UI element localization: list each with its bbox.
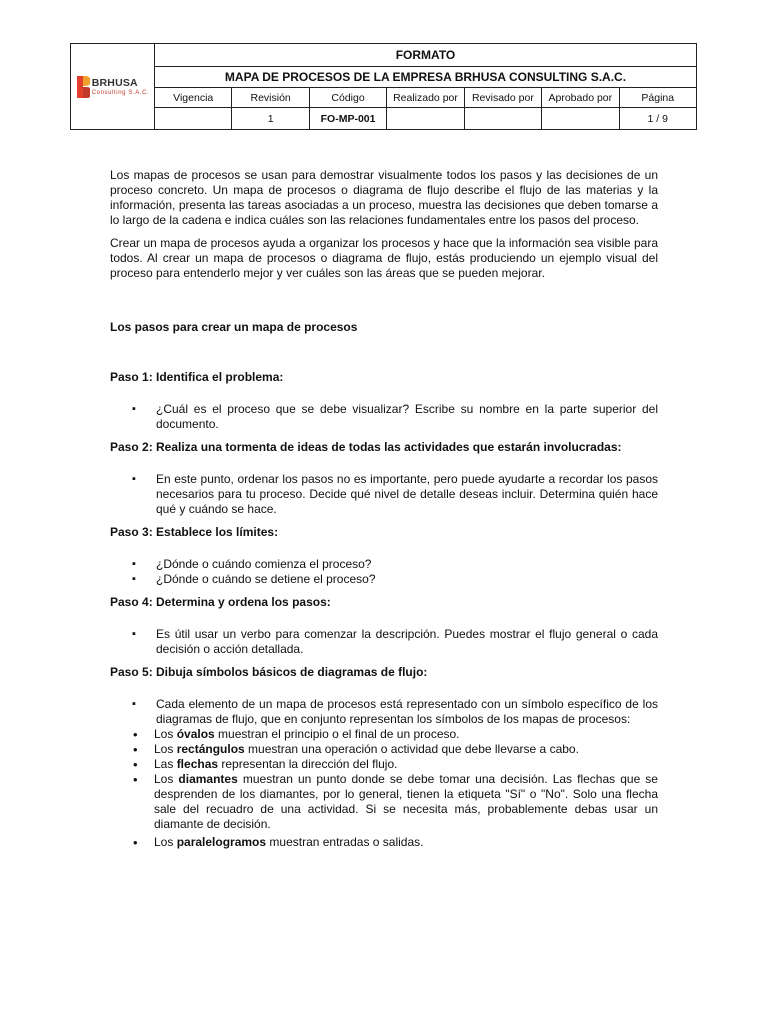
col-realizado: Realizado por	[387, 88, 464, 108]
symbol-term: óvalos	[176, 727, 215, 741]
step-2-title: Paso 2: Realiza una tormenta de ideas de todas las actividades que estarán involucradas:	[110, 440, 622, 454]
list-item: ▪ ¿Dónde o cuándo se detiene el proceso?	[110, 572, 658, 587]
val-codigo: FO-MP-001	[309, 108, 386, 130]
list-item: ▪ ¿Dónde o cuándo comienza el proceso?	[110, 557, 658, 572]
val-revision: 1	[232, 108, 309, 130]
symbol-item-rectangulos: • Los rectángulos muestran una operación o actividad que debe llevarse a cabo.	[132, 742, 658, 757]
list-item: ▪ Es útil usar un verbo para comenzar la descripción. Puedes mostrar el flujo general o cada decisión o acción detallada.	[110, 627, 658, 657]
symbol-term: rectángulos	[176, 742, 245, 756]
step-4-title: Paso 4: Determina y ordena los pasos:	[110, 595, 331, 609]
col-revisado: Revisado por	[464, 88, 541, 108]
step-1-title: Paso 1: Identifica el problema:	[110, 370, 284, 384]
symbol-item-diamantes: • Los diamantes muestran un punto donde se debe tomar una decisión. Las flechas que se desprenden de los diamantes, por lo general, tienen la etiqueta "Sí" o "No". Solo una flecha sale del recuadro de una actividad. Si se necesita más, probablemente debas usar un diamante de decisión.	[132, 772, 658, 832]
val-pagina: 1 / 9	[619, 108, 696, 130]
logo-subtitle: Consulting S.A.C.	[91, 90, 150, 96]
step-5-list	[110, 697, 658, 850]
step-3-list	[110, 557, 658, 587]
list-item	[110, 697, 658, 850]
header-table	[70, 43, 697, 130]
col-revision: Revisión	[232, 88, 309, 108]
val-revisado	[464, 108, 541, 130]
logo-cell	[71, 44, 155, 130]
col-codigo: Código	[309, 88, 386, 108]
document-body	[110, 168, 658, 850]
symbol-item-flechas: • Las flechas representan la dirección del flujo.	[132, 757, 658, 772]
intro-paragraph-1: Los mapas de procesos se usan para demostrar visualmente todos los pasos y las decisiones de un proceso concreto. Un mapa de procesos o diagrama de flujo describe el flujo de las materias y la información, presenta las tareas asociadas a un proceso, muestra las decisiones que deben tomarse a lo largo de la cadena e indica cuáles son las relaciones fundamentales entre los pasos del proceso.	[110, 168, 658, 227]
document-title: MAPA DE PROCESOS DE LA EMPRESA BRHUSA CONSULTING S.A.C.	[155, 67, 697, 88]
col-aprobado: Aprobado por	[542, 88, 619, 108]
col-pagina: Página	[619, 88, 696, 108]
section-title: Los pasos para crear un mapa de procesos	[110, 320, 358, 334]
list-item: ▪ ¿Cuál es el proceso que se debe visualizar? Escribe su nombre en la parte superior del documento.	[110, 402, 658, 432]
list-item: ▪ En este punto, ordenar los pasos no es importante, pero puede ayudarte a recordar los pasos necesarios para tu proceso. Decide qué nivel de detalle deseas incluir. Determina quién hace qué y cuándo se hace.	[110, 472, 658, 517]
logo-mark-icon	[76, 75, 90, 99]
step-3-title: Paso 3: Establece los límites:	[110, 525, 279, 539]
format-label: FORMATO	[155, 44, 697, 67]
step-2-list	[110, 472, 658, 517]
step-5-title: Paso 5: Dibuja símbolos básicos de diagramas de flujo:	[110, 665, 428, 679]
intro-paragraph-2: Crear un mapa de procesos ayuda a organizar los procesos y hace que la información sea visible para todos. Al crear un mapa de procesos o diagrama de flujo, estás produciendo un ejemplo visual del proceso para entenderlo mejor y ver cuáles son las áreas que se pueden mejorar.	[110, 236, 658, 280]
col-vigencia: Vigencia	[155, 88, 232, 108]
logo-name: BRHUSA	[91, 77, 138, 89]
symbol-item-paralelogramos: • Los paralelogramos muestran entradas o salidas.	[132, 835, 658, 850]
symbol-term: flechas	[176, 757, 219, 771]
symbol-term: diamantes	[178, 772, 238, 786]
val-realizado	[387, 108, 464, 130]
val-vigencia	[155, 108, 232, 130]
step-5-bullet-text: Cada elemento de un mapa de procesos está representado con un símbolo específico de los diagramas de flujo, que en conjunto representan los símbolos de los mapas de procesos:	[156, 697, 658, 726]
symbol-term: paralelogramos	[176, 835, 267, 849]
company-logo	[71, 45, 154, 129]
val-aprobado	[542, 108, 619, 130]
step-1-list	[110, 402, 658, 432]
symbol-list	[132, 727, 658, 850]
symbol-item-ovalos: • Los óvalos muestran el principio o el final de un proceso.	[132, 727, 658, 742]
step-4-list	[110, 627, 658, 657]
